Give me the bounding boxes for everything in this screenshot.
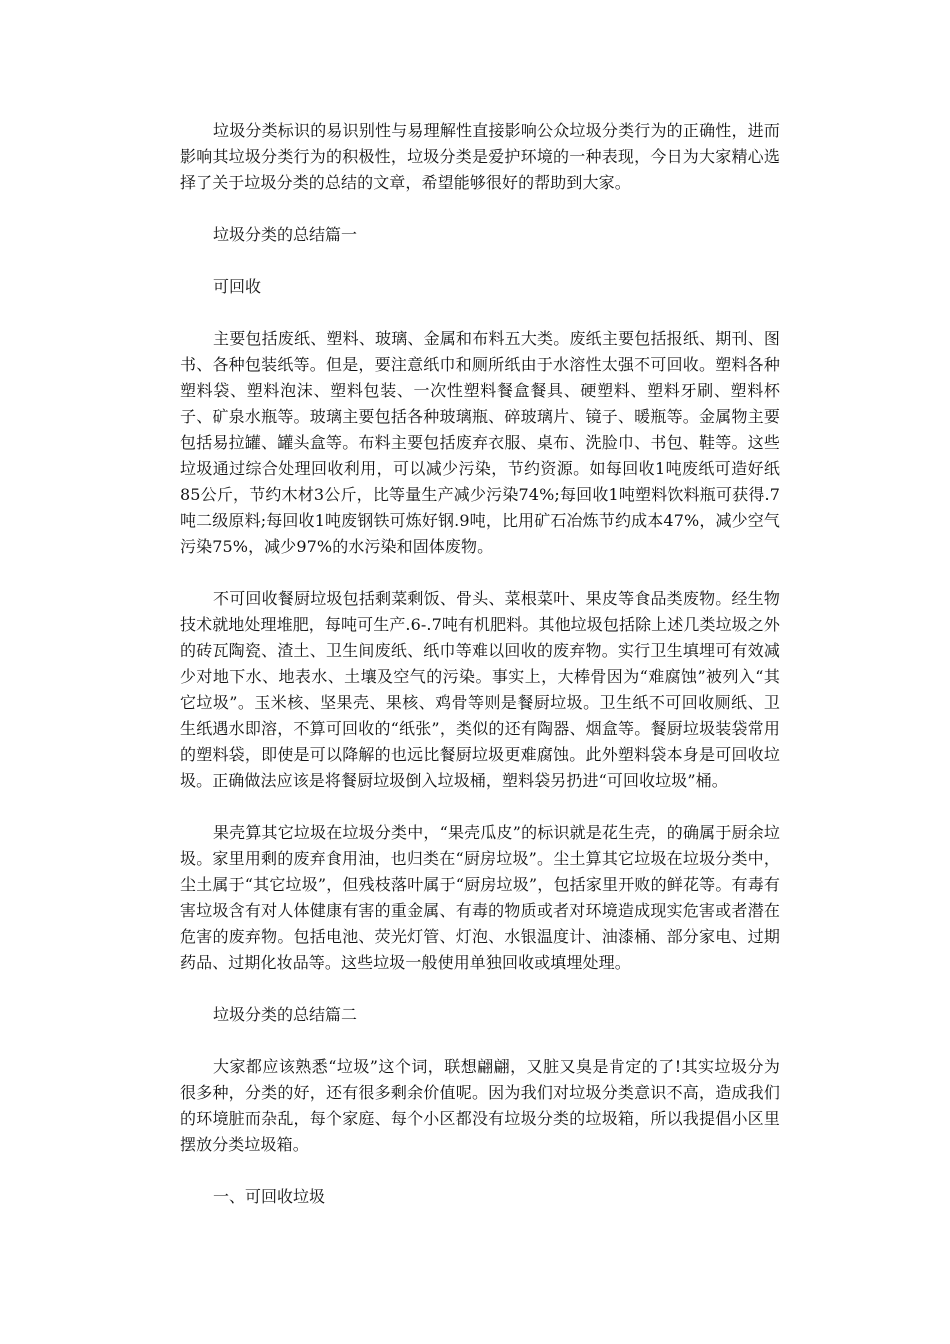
subheading-recyclable: 可回收 (213, 277, 262, 296)
section1-title: 垃圾分类的总结篇一 (213, 225, 358, 244)
paragraph-recyclable: 主要包括废纸、塑料、玻璃、金属和布料五大类。废纸主要包括报纸、期刊、图书、各种包装纸等。但是，要注意纸巾和厕所纸由于水溶性太强不可回收。塑料各种塑料袋、塑料泡沫、塑料包装、一次性塑料餐盒餐具、硬塑料、塑料牙刷、塑料杯子、矿泉水瓶等。玻璃主要包括各种玻璃瓶、碎玻璃片、镜子、暖瓶等。金属物主要包括易拉罐、罐头盒等。布料主要包括废弃衣服、桌布、洗脸巾、书包、鞋等。这些垃圾通过综合处理回收利用，可以减少污染，节约资源。如每回收1吨废纸可造好纸85公斤，节约木材3公斤，比等量生产减少污染74%;每回收1吨塑料饮料瓶可获得.7吨二级原料;每回收1吨废钢铁可炼好钢.9吨，比用矿石冶炼节约成本47%，减少空气污染75%，减少97%的水污染和固体废物。 (180, 329, 780, 556)
section2-title: 垃圾分类的总结篇二 (213, 1005, 358, 1024)
paragraph-section2: 大家都应该熟悉“垃圾”这个词，联想翩翩，又脏又臭是肯定的了!其实垃圾分为很多种，分类的好，还有很多剩余价值呢。因为我们对垃圾分类意识不高，造成我们的环境脏而杂乱，每个家庭、每个小区都没有垃圾分类的垃圾箱，所以我提倡小区里摆放分类垃圾箱。 (180, 1057, 780, 1154)
paragraph-nonrecyclable: 不可回收餐厨垃圾包括剩菜剩饭、骨头、菜根菜叶、果皮等食品类废物。经生物技术就地处理堆肥，每吨可生产.6-.7吨有机肥料。其他垃圾包括除上述几类垃圾之外的砖瓦陶瓷、渣土、卫生间废纸、纸巾等难以回收的废弃物。实行卫生填埋可有效减少对地下水、地表水、土壤及空气的污染。事实上，大棒骨因为“难腐蚀”被列入“其它垃圾”。玉米核、坚果壳、果核、鸡骨等则是餐厨垃圾。卫生纸不可回收厕纸、卫生纸遇水即溶，不算可回收的“纸张”，类似的还有陶器、烟盒等。餐厨垃圾装袋常用的塑料袋，即使是可以降解的也远比餐厨垃圾更难腐蚀。此外塑料袋本身是可回收垃圾。正确做法应该是将餐厨垃圾倒入垃圾桶，塑料袋另扔进“可回收垃圾”桶。 (180, 589, 780, 790)
document-body (180, 118, 780, 1210)
intro-paragraph: 垃圾分类标识的易识别性与易理解性直接影响公众垃圾分类行为的正确性，进而影响其垃圾分类行为的积极性，垃圾分类是爱护环境的一种表现，今日为大家精心选择了关于垃圾分类的总结的文章，希望能够很好的帮助到大家。 (180, 121, 780, 192)
subheading-section2-recyclable: 一、可回收垃圾 (213, 1187, 326, 1206)
paragraph-shells: 果壳算其它垃圾在垃圾分类中，“果壳瓜皮”的标识就是花生壳，的确属于厨余垃圾。家里用剩的废弃食用油，也归类在“厨房垃圾”。尘土算其它垃圾在垃圾分类中，尘土属于“其它垃圾”，但残枝落叶属于“厨房垃圾”，包括家里开败的鲜花等。有毒有害垃圾含有对人体健康有害的重金属、有毒的物质或者对环境造成现实危害或者潜在危害的废弃物。包括电池、荧光灯管、灯泡、水银温度计、油漆桶、部分家电、过期药品、过期化妆品等。这些垃圾一般使用单独回收或填埋处理。 (180, 823, 780, 972)
